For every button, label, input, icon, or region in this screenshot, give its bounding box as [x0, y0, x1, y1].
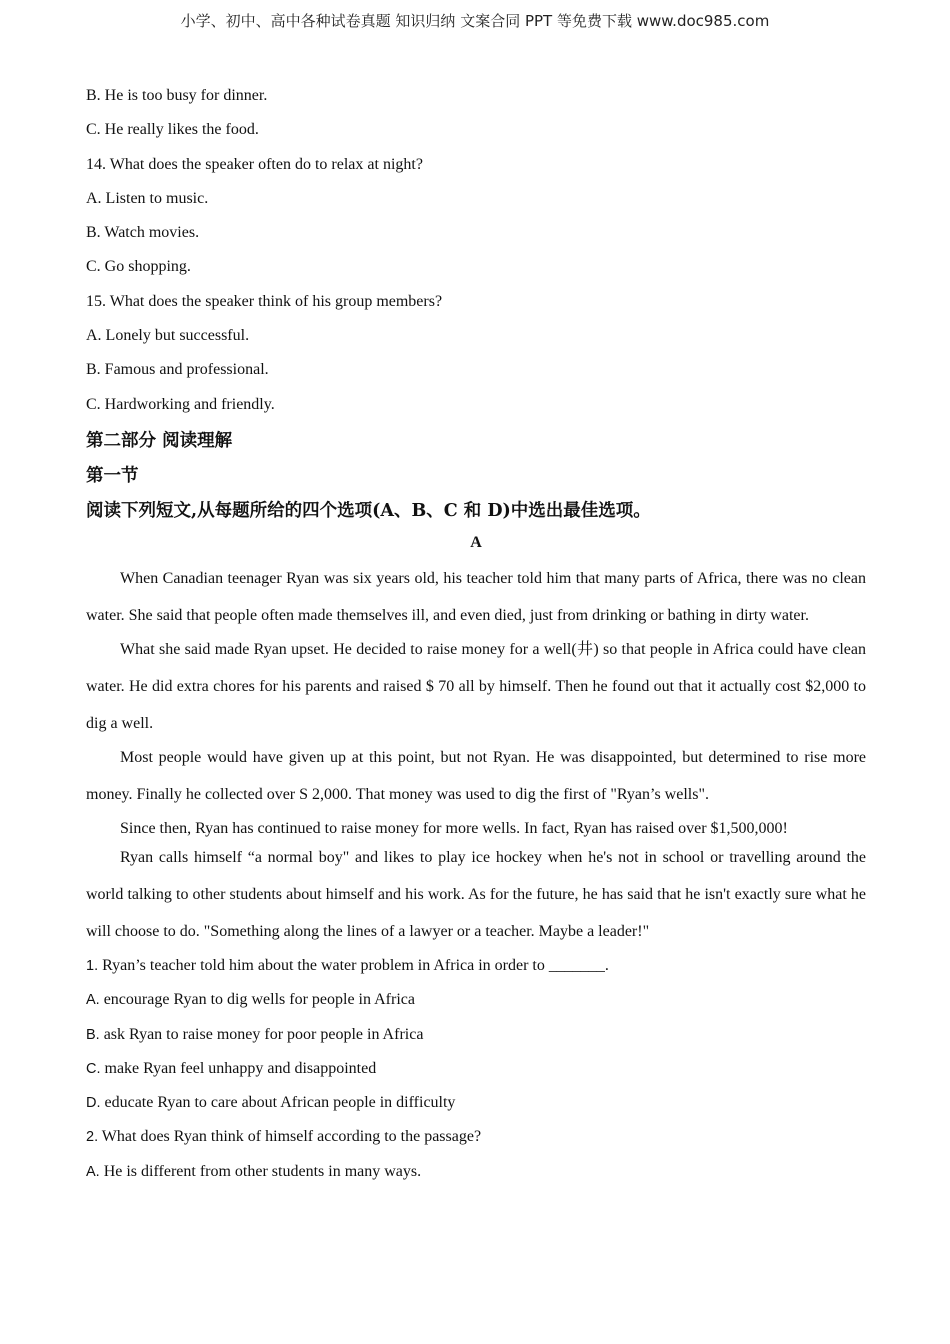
- option-13b: B. He is too busy for dinner.: [86, 87, 268, 104]
- question-14-option-b: B. Watch movies.: [86, 224, 200, 242]
- passage-paragraph-3: Most people would have given up at this point, but not Ryan. He was disappointed, but determined to rise more money. Finally he collected over S 2,000. That money was used to dig the first of "Ryan’s wells".: [86, 748, 866, 803]
- document-body: [86, 85, 866, 1195]
- reading-question-1-stem: [86, 955, 866, 989]
- question-14-stem: 14. What does the speaker often do to relax at night?: [86, 155, 423, 173]
- option-letter: B.: [86, 1026, 100, 1043]
- option-text: educate Ryan to care about African people in difficulty: [100, 1094, 456, 1112]
- question-number: 2.: [86, 1129, 99, 1146]
- reading-question-1-option-b: [86, 1024, 866, 1058]
- passage-paragraph-4: Since then, Ryan has continued to raise money for more wells. In fact, Ryan has raised over $1,500,000!: [120, 819, 788, 837]
- question-15-option-a: A. Lonely but successful.: [86, 327, 250, 345]
- reading-question-1-option-c: [86, 1058, 866, 1092]
- question-14-option-c: C. Go shopping.: [86, 258, 191, 276]
- option-text: He is different from other students in many ways.: [99, 1162, 422, 1180]
- option-13c: C. He really likes the food.: [86, 121, 259, 139]
- question-text: Ryan’s teacher told him about the water problem in Africa in order to _______.: [98, 956, 609, 974]
- option-letter: A.: [86, 1163, 100, 1180]
- subsection-title: 第一节: [86, 465, 139, 486]
- reading-instruction: 阅读下列短文,从每题所给的四个选项(A、B、C 和 D)中选出最佳选项。: [86, 500, 651, 521]
- question-14-option-a: A. Listen to music.: [86, 189, 209, 207]
- question-text: What does Ryan think of himself according to the passage?: [98, 1128, 482, 1146]
- option-text: make Ryan feel unhappy and disappointed: [100, 1059, 377, 1077]
- passage-label: A: [470, 533, 482, 551]
- reading-question-1-option-d: [86, 1092, 866, 1126]
- reading-question-2-option-a: [86, 1161, 866, 1195]
- reading-question-2-stem: [86, 1126, 866, 1160]
- option-text: encourage Ryan to dig wells for people in Africa: [99, 991, 415, 1009]
- option-letter: C.: [86, 1060, 101, 1077]
- question-15-option-c: C. Hardworking and friendly.: [86, 395, 275, 413]
- passage-paragraph-2: What she said made Ryan upset. He decided to raise money for a well(井) so that people in Africa could have clean water. He did extra chores for his parents and raised $ 70 all by himself. Then he found out that it actually cost $2,000 to dig a well.: [86, 640, 866, 732]
- part-title: 第二部分 阅读理解: [86, 430, 233, 451]
- question-15-option-b: B. Famous and professional.: [86, 361, 269, 379]
- passage-paragraph-5: Ryan calls himself “a normal boy" and likes to play ice hockey when he's not in school or travelling around the world talking to other students about himself and his work. As for the future, he has said that he isn't exactly sure what he will choose to do. "Something along the lines of a lawyer or a teacher. Maybe a leader!": [86, 848, 866, 940]
- page-header: 小学、初中、高中各种试卷真题 知识归纳 文案合同 PPT 等免费下载 www.doc985.com: [180, 12, 770, 30]
- option-text: ask Ryan to raise money for poor people in Africa: [99, 1025, 424, 1043]
- question-number: 1.: [86, 957, 99, 974]
- option-letter: A.: [86, 992, 100, 1009]
- reading-question-1-option-a: [86, 989, 866, 1023]
- question-15-stem: 15. What does the speaker think of his group members?: [86, 292, 443, 310]
- option-letter: D.: [86, 1095, 101, 1112]
- passage-paragraph-1: When Canadian teenager Ryan was six years old, his teacher told him that many parts of Africa, there was no clean water. She said that people often made themselves ill, and even died, just from drinking or bathing in dirty water.: [86, 569, 866, 624]
